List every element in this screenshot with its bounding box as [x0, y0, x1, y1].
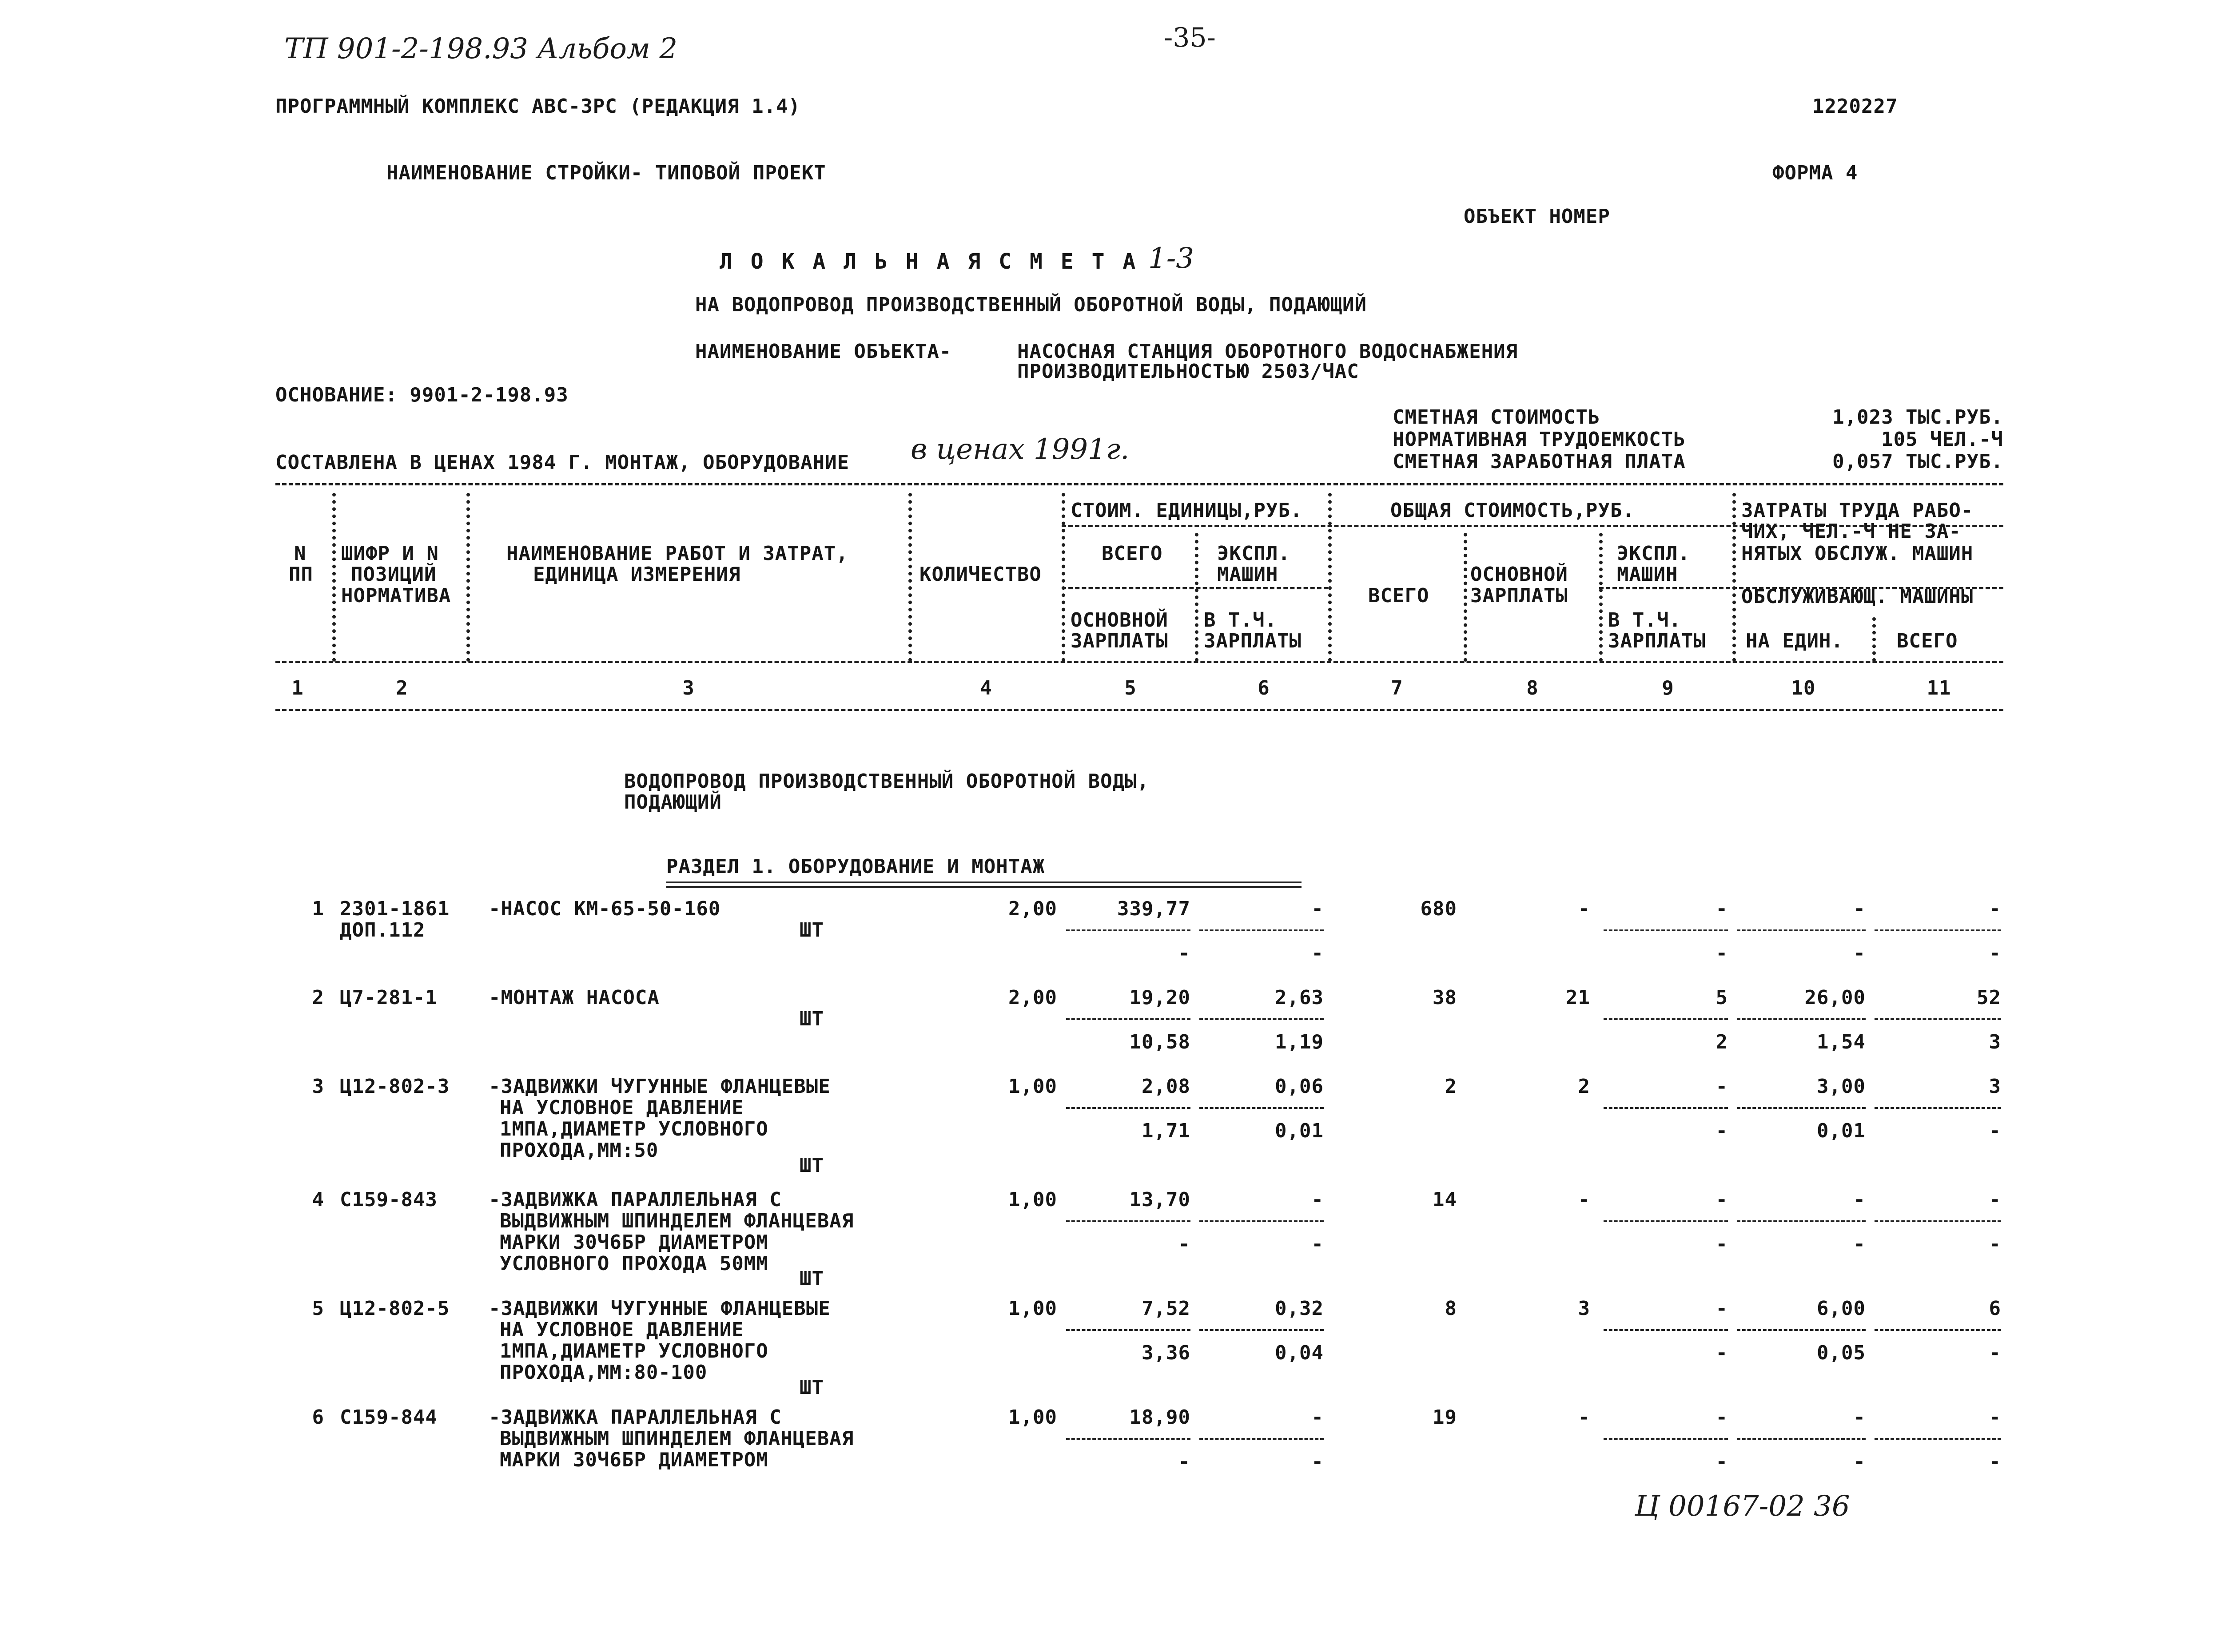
col-sep-10 [1872, 617, 1876, 662]
tc-total-label: ВСЕГО [1368, 584, 1429, 607]
wages-value: 0,057 ТЫС.РУБ. [1832, 450, 2003, 473]
col-number-4: 4 [980, 677, 992, 699]
row-unit-wage: 10,58 [1129, 1031, 1190, 1053]
total-cost-label: СМЕТНАЯ СТОИМОСТЬ [1393, 406, 1600, 429]
col-sep-3 [908, 493, 912, 662]
row-name: 1МПА,ДИАМЕТР УСЛОВНОГО [500, 1118, 768, 1140]
row-code: С159-843 [340, 1188, 438, 1211]
row-divider [1604, 1329, 1728, 1331]
section-heading-1: ВОДОПРОВОД ПРОИЗВОДСТВЕННЫЙ ОБОРОТНОЙ ВОДЫ, [624, 770, 1150, 793]
unit-wage-label-2: ЗАРПЛАТЫ [1071, 630, 1168, 652]
page-number: -35- [1164, 22, 1216, 53]
row-machine-labor-total: - [1989, 1120, 2001, 1142]
row-quantity: 2,00 [1008, 986, 1057, 1009]
row-divider [1066, 1220, 1190, 1222]
section-double-rule [666, 882, 1302, 888]
labor-intensity-value: 105 ЧЕЛ.-Ч [1881, 428, 2003, 451]
col-sep-9 [1732, 493, 1736, 662]
row-code: Ц12-802-5 [340, 1297, 450, 1320]
prices-line [275, 453, 849, 473]
row-machine-wage: - [1716, 1450, 1728, 1473]
row-name: -МОНТАЖ НАСОСА [489, 986, 660, 1009]
row-divider [1604, 1018, 1728, 1020]
col-code-label-1: ШИФР И N [341, 542, 439, 565]
row-machine-labor-unit: - [1853, 1233, 1866, 1255]
row-unit-cost: 13,70 [1129, 1188, 1190, 1211]
row-unit-machines: 0,32 [1275, 1297, 1324, 1320]
col-sep-2 [466, 493, 470, 662]
row-unit-cost: 7,52 [1142, 1297, 1190, 1320]
row-divider [1066, 929, 1190, 931]
col-code-label-3: НОРМАТИВА [341, 584, 451, 607]
row-quantity: 2,00 [1008, 897, 1057, 920]
row-unit-machine-wage: - [1311, 1450, 1324, 1473]
row-number: 2 [312, 986, 324, 1009]
row-quantity: 1,00 [1008, 1075, 1057, 1098]
row-wages: - [1578, 897, 1590, 920]
col-number-9: 9 [1662, 677, 1674, 699]
prices-typed-tail: МОНТАЖ, ОБОРУДОВАНИЕ [605, 451, 850, 474]
col-number-6: 6 [1258, 677, 1270, 699]
tc-wage-label-2: ЗАРПЛАТЫ [1470, 584, 1568, 607]
row-unit: ШТ [800, 919, 824, 941]
row-divider [1604, 1220, 1728, 1222]
row-labor-total: - [1989, 1406, 2001, 1429]
object-number: ОБЪЕКТ НОМЕР [1464, 205, 1610, 228]
row-machines: - [1716, 1297, 1728, 1320]
row-unit-wage: 3,36 [1142, 1342, 1190, 1364]
row-quantity: 1,00 [1008, 1188, 1057, 1211]
row-machine-wage: - [1716, 1342, 1728, 1364]
row-unit-machines: - [1311, 1406, 1324, 1429]
row-name: МАРКИ 30Ч6БР ДИАМЕТРОМ [500, 1449, 768, 1471]
row-unit-wage: - [1178, 1450, 1190, 1473]
row-machine-wage: - [1716, 1233, 1728, 1255]
row-machine-labor-total: - [1989, 1450, 2001, 1473]
row-code: Ц12-802-3 [340, 1075, 450, 1098]
row-divider [1199, 1220, 1324, 1222]
row-name: ВЫДВИЖНЫМ ШПИНДЕЛЕМ ФЛАНЦЕВАЯ [500, 1427, 854, 1450]
col-name-label-2: ЕДИНИЦА ИЗМЕРЕНИЯ [533, 563, 741, 586]
row-divider [1875, 1018, 2001, 1020]
labor-label-1: ЗАТРАТЫ ТРУДА РАБО- [1741, 499, 1974, 522]
section-name: РАЗДЕЛ 1. ОБОРУДОВАНИЕ И МОНТАЖ [666, 855, 1045, 878]
col-sep-7 [1464, 533, 1467, 662]
row-number: 6 [312, 1406, 324, 1429]
form-label: ФОРМА 4 [1772, 162, 1858, 184]
row-machine-labor-total: - [1989, 1233, 2001, 1255]
row-total: 14 [1433, 1188, 1457, 1211]
section-heading-2: ПОДАЮЩИЙ [624, 791, 722, 814]
row-name: ПРОХОДА,ММ:50 [500, 1139, 659, 1162]
row-machine-labor-unit: 1,54 [1817, 1031, 1866, 1053]
row-divider [1737, 1438, 1866, 1440]
unit-mwage-label-2: ЗАРПЛАТЫ [1204, 630, 1302, 652]
object-name-line-2: ПРОИЗВОДИТЕЛЬНОСТЬЮ 2503/ЧАС [1017, 360, 1359, 383]
row-name: ВЫДВИЖНЫМ ШПИНДЕЛЕМ ФЛАНЦЕВАЯ [500, 1210, 854, 1232]
row-name: ПРОХОДА,ММ:80-100 [500, 1361, 708, 1384]
row-labor-unit: 3,00 [1817, 1075, 1866, 1098]
row-divider [1199, 1018, 1324, 1020]
row-divider [1737, 929, 1866, 931]
row-divider [1199, 1329, 1324, 1331]
row-code: Ц7-281-1 [340, 986, 438, 1009]
col-sep-6 [1328, 493, 1332, 662]
object-name-line-1: НАСОСНАЯ СТАНЦИЯ ОБОРОТНОГО ВОДОСНАБЖЕНИЯ [1017, 340, 1518, 363]
row-divider [1737, 1107, 1866, 1109]
row-quantity: 1,00 [1008, 1406, 1057, 1429]
row-divider [1875, 1438, 2001, 1440]
row-unit-wage: 1,71 [1142, 1120, 1190, 1142]
row-unit-machines: - [1311, 897, 1324, 920]
row-quantity: 1,00 [1008, 1297, 1057, 1320]
row-unit-wage: - [1178, 942, 1190, 965]
col-sep-5 [1195, 533, 1198, 662]
basis: ОСНОВАНИЕ: 9901-2-198.93 [275, 384, 569, 406]
col-number-10: 10 [1791, 677, 1816, 699]
col-number-3: 3 [682, 677, 695, 699]
row-labor-total: 3 [1989, 1075, 2001, 1098]
col-number-7: 7 [1391, 677, 1403, 699]
col-number-2: 2 [396, 677, 408, 699]
col-sep-4 [1062, 493, 1065, 662]
row-labor-total: 6 [1989, 1297, 2001, 1320]
row-code: С159-844 [340, 1406, 438, 1429]
row-unit: ШТ [800, 1008, 824, 1030]
row-unit-machines: 0,06 [1275, 1075, 1324, 1098]
row-name: МАРКИ 30Ч6БР ДИАМЕТРОМ [500, 1231, 768, 1254]
row-machines: 5 [1716, 986, 1728, 1009]
row-wages: - [1578, 1188, 1590, 1211]
row-divider [1604, 929, 1728, 931]
row-unit: ШТ [800, 1376, 824, 1399]
row-machine-labor-unit: - [1853, 1450, 1866, 1473]
row-divider [1737, 1220, 1866, 1222]
row-total: 2 [1445, 1075, 1457, 1098]
unit-wage-label-1: ОСНОВНОЙ [1071, 609, 1168, 631]
row-number: 5 [312, 1297, 324, 1320]
row-divider [1066, 1107, 1190, 1109]
row-divider [1875, 929, 2001, 931]
row-labor-total: 52 [1977, 986, 2001, 1009]
row-name: -ЗАДВИЖКИ ЧУГУННЫЕ ФЛАНЦЕВЫЕ [489, 1075, 831, 1098]
row-divider [1737, 1329, 1866, 1331]
row-divider [1737, 1018, 1866, 1020]
row-unit-machine-wage: 0,04 [1275, 1342, 1324, 1364]
document-code: 1220227 [1812, 95, 1898, 118]
labor-label-3: НЯТЫХ ОБСЛУЖ. МАШИН [1741, 542, 1974, 565]
row-total: 8 [1445, 1297, 1457, 1320]
row-machines: - [1716, 1188, 1728, 1211]
row-labor-total: - [1989, 897, 2001, 920]
col-qty-label: КОЛИЧЕСТВО [919, 563, 1042, 586]
row-labor-unit: - [1853, 897, 1866, 920]
handwritten-price-note: в ценах 1991г. [911, 433, 1130, 466]
row-machines: - [1716, 897, 1728, 920]
col-number-1: 1 [291, 677, 304, 699]
unit-mwage-label-1: В Т.Ч. [1204, 609, 1277, 631]
row-machines: - [1716, 1075, 1728, 1098]
row-machine-labor-total: - [1989, 1342, 2001, 1364]
unit-mach-label-1: ЭКСПЛ. [1217, 542, 1290, 565]
construction-name: НАИМЕНОВАНИЕ СТРОЙКИ- ТИПОВОЙ ПРОЕКТ [386, 162, 826, 184]
row-name: НА УСЛОВНОЕ ДАВЛЕНИЕ [500, 1318, 744, 1341]
row-name: УСЛОВНОГО ПРОХОДА 50ММ [500, 1252, 768, 1275]
row-unit-wage: - [1178, 1233, 1190, 1255]
unit-total-label: ВСЕГО [1102, 542, 1163, 565]
col-number-11: 11 [1926, 677, 1951, 699]
col-number-5: 5 [1124, 677, 1137, 699]
tc-mach-label-1: ЭКСПЛ. [1617, 542, 1690, 565]
row-machine-labor-total: 3 [1989, 1031, 2001, 1053]
row-name: -ЗАДВИЖКА ПАРАЛЛЕЛЬНАЯ С [489, 1188, 782, 1211]
row-divider [1066, 1018, 1190, 1020]
row-wages: 2 [1578, 1075, 1590, 1098]
row-divider [1199, 929, 1324, 931]
labor-intensity-label: НОРМАТИВНАЯ ТРУДОЕМКОСТЬ [1393, 428, 1686, 451]
col-sep-8 [1599, 533, 1603, 662]
col-code-label-2: ПОЗИЦИЙ [351, 563, 437, 586]
row-unit-machine-wage: 0,01 [1275, 1120, 1324, 1142]
row-unit-machines: 2,63 [1275, 986, 1324, 1009]
row-machine-labor-unit: 0,01 [1817, 1120, 1866, 1142]
row-unit-cost: 2,08 [1142, 1075, 1190, 1098]
row-divider [1199, 1438, 1324, 1440]
tc-mwage-label-2: ЗАРПЛАТЫ [1608, 630, 1706, 652]
row-divider [1875, 1107, 2001, 1109]
row-wages: 3 [1578, 1297, 1590, 1320]
tc-mach-label-2: МАШИН [1617, 563, 1678, 586]
row-wages: 21 [1566, 986, 1590, 1009]
labor-label-4: ОБСЛУЖИВАЮЩ. МАШИНЫ [1741, 585, 1974, 608]
row-machine-labor-unit: - [1853, 942, 1866, 965]
row-name: -ЗАДВИЖКИ ЧУГУННЫЕ ФЛАНЦЕВЫЕ [489, 1297, 831, 1320]
col-n-label: N [294, 542, 306, 565]
handwritten-sheet-code: Ц 00167-02 36 [1635, 1490, 1850, 1523]
row-divider [1066, 1329, 1190, 1331]
row-machines: - [1716, 1406, 1728, 1429]
row-unit: ШТ [800, 1154, 824, 1177]
col-number-8: 8 [1526, 677, 1539, 699]
row-name: -ЗАДВИЖКА ПАРАЛЛЕЛЬНАЯ С [489, 1406, 782, 1429]
unit-cost-label: СТОИМ. ЕДИНИЦЫ,РУБ. [1071, 499, 1303, 522]
table-top-rule [275, 483, 2003, 485]
row-unit: ШТ [800, 1267, 824, 1290]
estimate-title: Л О К А Л Ь Н А Я С М Е Т А [720, 249, 1138, 274]
row-total: 38 [1433, 986, 1457, 1009]
labor-total-label: ВСЕГО [1897, 630, 1958, 652]
row-divider [1604, 1107, 1728, 1109]
estimate-subject: НА ВОДОПРОВОД ПРОИЗВОДСТВЕННЫЙ ОБОРОТНОЙ ВОДЫ, ПОДАЮЩИЙ [695, 294, 1367, 316]
row-code: 2301-1861 [340, 897, 450, 920]
col-n-label-2: ПП [289, 563, 313, 586]
row-labor-unit: - [1853, 1406, 1866, 1429]
unit-mach-label-2: МАШИН [1217, 563, 1278, 586]
row-unit-cost: 339,77 [1117, 897, 1190, 920]
prices-typed: СОСТАВЛЕНА В ЦЕНАХ 1984 Г. [275, 451, 593, 474]
row-unit-machine-wage: - [1311, 942, 1324, 965]
row-code: ДОП.112 [340, 919, 426, 941]
row-unit-machine-wage: 1,19 [1275, 1031, 1324, 1053]
tc-mwage-label-1: В Т.Ч. [1608, 609, 1681, 631]
row-labor-unit: 26,00 [1804, 986, 1866, 1009]
labor-unit-label: НА ЕДИН. [1746, 630, 1843, 652]
row-labor-unit: 6,00 [1817, 1297, 1866, 1320]
col-sep-1 [332, 493, 336, 662]
row-divider [1066, 1438, 1190, 1440]
row-total: 19 [1433, 1406, 1457, 1429]
row-divider [1604, 1438, 1728, 1440]
row-labor-unit: - [1853, 1188, 1866, 1211]
handwritten-doc-reference: ТП 901-2-198.93 Альбом 2 [284, 32, 678, 65]
col-name-label-1: НАИМЕНОВАНИЕ РАБОТ И ЗАТРАТ, [506, 542, 848, 565]
labor-label-2: ЧИХ, ЧЕЛ.-Ч НЕ ЗА- [1741, 520, 1961, 543]
row-machine-labor-total: - [1989, 942, 2001, 965]
program-line: ПРОГРАММНЫЙ КОМПЛЕКС АВС-ЗРС (РЕДАКЦИЯ 1.4) [275, 95, 801, 118]
row-unit-machine-wage: - [1311, 1233, 1324, 1255]
row-machine-labor-unit: 0,05 [1817, 1342, 1866, 1364]
row-labor-total: - [1989, 1188, 2001, 1211]
row-unit-cost: 19,20 [1129, 986, 1190, 1009]
row-machine-wage: - [1716, 942, 1728, 965]
row-number: 1 [312, 897, 324, 920]
wages-label: СМЕТНАЯ ЗАРАБОТНАЯ ПЛАТА [1393, 450, 1686, 473]
row-unit-cost: 18,90 [1129, 1406, 1190, 1429]
row-name: НА УСЛОВНОЕ ДАВЛЕНИЕ [500, 1096, 744, 1119]
row-machine-wage: - [1716, 1120, 1728, 1142]
total-cost-header: ОБЩАЯ СТОИМОСТЬ,РУБ. [1390, 499, 1635, 522]
row-number: 4 [312, 1188, 324, 1211]
row-unit-machines: - [1311, 1188, 1324, 1211]
row-machine-wage: 2 [1716, 1031, 1728, 1053]
row-divider [1875, 1220, 2001, 1222]
row-name: 1МПА,ДИАМЕТР УСЛОВНОГО [500, 1340, 768, 1362]
row-wages: - [1578, 1406, 1590, 1429]
total-cost-value: 1,023 ТЫС.РУБ. [1832, 406, 2003, 429]
row-number: 3 [312, 1075, 324, 1098]
row-divider [1875, 1329, 2001, 1331]
numbers-bottom-rule [275, 709, 2003, 711]
header-bottom-rule [275, 661, 2003, 663]
estimate-number: 1-3 [1148, 242, 1194, 275]
row-name: -НАСОС КМ-65-50-160 [489, 897, 721, 920]
row-divider [1199, 1107, 1324, 1109]
tc-wage-label-1: ОСНОВНОЙ [1470, 563, 1568, 586]
object-label: НАИМЕНОВАНИЕ ОБЪЕКТА- [695, 340, 952, 363]
row-total: 680 [1420, 897, 1457, 920]
